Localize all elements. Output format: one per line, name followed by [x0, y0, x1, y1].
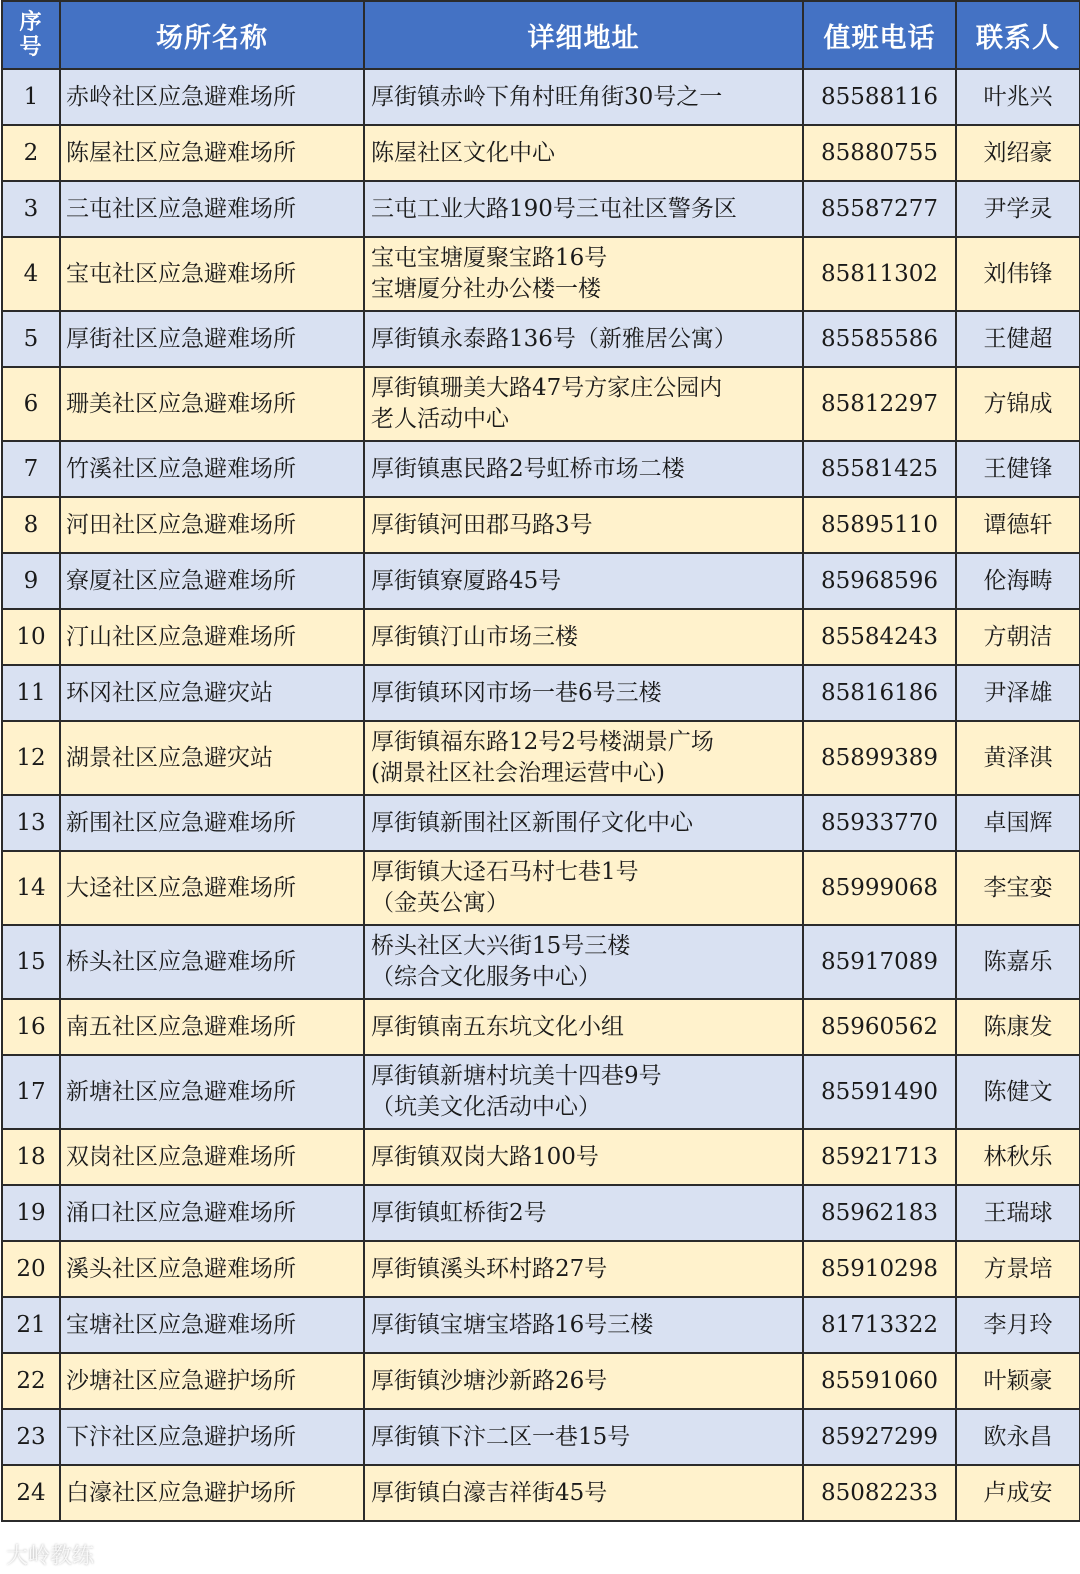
row-number: 19 [2, 1185, 60, 1241]
shelter-address [364, 181, 803, 237]
row-number: 20 [2, 1241, 60, 1297]
address-line: 厚街镇寮厦路45号 [371, 567, 562, 594]
contact-person: 叶兆兴 [956, 69, 1080, 125]
shelter-address [364, 851, 803, 925]
contact-person: 林秋乐 [956, 1129, 1080, 1185]
contact-person: 方朝洁 [956, 609, 1080, 665]
row-number: 3 [2, 181, 60, 237]
shelter-name: 南五社区应急避难场所 [60, 999, 364, 1055]
address-line: 厚街镇珊美大路47号方家庄公园内 [371, 375, 723, 401]
shelter-name: 新塘社区应急避难场所 [60, 1055, 364, 1129]
duty-phone: 85927299 [803, 1409, 956, 1465]
address-line: （综合文化服务中心） [371, 964, 601, 990]
shelter-name: 宝屯社区应急避难场所 [60, 237, 364, 311]
row-number: 21 [2, 1297, 60, 1353]
contact-person: 刘伟锋 [956, 237, 1080, 311]
contact-person: 王健超 [956, 311, 1080, 367]
address-line: 厚街镇下汴二区一巷15号 [371, 1423, 631, 1450]
shelter-name: 河田社区应急避难场所 [60, 497, 364, 553]
row-number: 1 [2, 69, 60, 125]
duty-phone: 85921713 [803, 1129, 956, 1185]
duty-phone: 85082233 [803, 1465, 956, 1521]
address-line: 厚街镇虹桥街2号 [371, 1199, 547, 1226]
shelter-name: 珊美社区应急避难场所 [60, 367, 364, 441]
shelter-address [364, 367, 803, 441]
address-line: 厚街镇环冈市场一巷6号三楼 [371, 679, 662, 706]
shelter-name: 新围社区应急避难场所 [60, 795, 364, 851]
address-line: 宝屯宝塘厦聚宝路16号 [371, 245, 608, 271]
duty-phone: 85999068 [803, 851, 956, 925]
duty-phone: 85962183 [803, 1185, 956, 1241]
shelter-address [364, 1055, 803, 1129]
duty-phone: 85895110 [803, 497, 956, 553]
address-line: 厚街镇河田郡马路3号 [371, 511, 593, 538]
address-line: 厚街镇大迳石马村七巷1号 [371, 859, 639, 885]
shelter-address [364, 553, 803, 609]
row-number: 8 [2, 497, 60, 553]
address-line: 厚街镇南五东坑文化小组 [371, 1013, 624, 1040]
address-line: 陈屋社区文化中心 [371, 139, 555, 166]
duty-phone: 85585586 [803, 311, 956, 367]
row-number: 18 [2, 1129, 60, 1185]
table-row [2, 125, 1080, 181]
shelter-name: 陈屋社区应急避难场所 [60, 125, 364, 181]
shelter-address [364, 1297, 803, 1353]
row-number: 23 [2, 1409, 60, 1465]
duty-phone: 85933770 [803, 795, 956, 851]
address-line: 厚街镇白濠吉祥街45号 [371, 1479, 608, 1506]
shelter-address [364, 609, 803, 665]
shelter-name: 白濠社区应急避护场所 [60, 1465, 364, 1521]
row-number: 9 [2, 553, 60, 609]
shelter-name: 下汴社区应急避护场所 [60, 1409, 364, 1465]
row-number: 6 [2, 367, 60, 441]
row-number: 17 [2, 1055, 60, 1129]
address-line: 三屯工业大路190号三屯社区警务区 [371, 195, 737, 222]
row-number: 2 [2, 125, 60, 181]
row-number: 24 [2, 1465, 60, 1521]
shelter-address [364, 1353, 803, 1409]
contact-person: 欧永昌 [956, 1409, 1080, 1465]
duty-phone: 85816186 [803, 665, 956, 721]
duty-phone: 85917089 [803, 925, 956, 999]
shelter-name: 宝塘社区应急避难场所 [60, 1297, 364, 1353]
shelter-address [364, 1241, 803, 1297]
row-number: 5 [2, 311, 60, 367]
duty-phone: 85591060 [803, 1353, 956, 1409]
duty-phone: 85899389 [803, 721, 956, 795]
shelter-address [364, 1465, 803, 1521]
contact-person: 王健锋 [956, 441, 1080, 497]
table-row [2, 1297, 1080, 1353]
table-row [2, 553, 1080, 609]
watermark: 大岭教练 [6, 1544, 95, 1569]
shelter-address [364, 311, 803, 367]
address-line: 厚街镇赤岭下角村旺角街30号之一 [371, 83, 723, 110]
shelter-name: 赤岭社区应急避难场所 [60, 69, 364, 125]
table-row [2, 665, 1080, 721]
row-number: 14 [2, 851, 60, 925]
duty-phone: 85812297 [803, 367, 956, 441]
address-line: 厚街镇新塘村坑美十四巷9号 [371, 1063, 662, 1089]
shelter-name: 环冈社区应急避灾站 [60, 665, 364, 721]
duty-phone: 85811302 [803, 237, 956, 311]
table-row [2, 1241, 1080, 1297]
address-line: 厚街镇双岗大路100号 [371, 1143, 599, 1170]
duty-phone: 85588116 [803, 69, 956, 125]
shelter-name: 厚街社区应急避难场所 [60, 311, 364, 367]
shelter-name: 大迳社区应急避难场所 [60, 851, 364, 925]
table-row [2, 721, 1080, 795]
contact-person: 李月玲 [956, 1297, 1080, 1353]
table-row [2, 999, 1080, 1055]
table-row [2, 1185, 1080, 1241]
row-number: 7 [2, 441, 60, 497]
row-number: 10 [2, 609, 60, 665]
row-number: 4 [2, 237, 60, 311]
contact-person: 尹泽雄 [956, 665, 1080, 721]
address-line: 厚街镇惠民路2号虹桥市场二楼 [371, 455, 685, 482]
contact-person: 刘绍豪 [956, 125, 1080, 181]
address-line: 厚街镇沙塘沙新路26号 [371, 1367, 608, 1394]
duty-phone: 85587277 [803, 181, 956, 237]
duty-phone: 85591490 [803, 1055, 956, 1129]
address-line: 宝塘厦分社办公楼一楼 [371, 276, 601, 302]
shelter-address [364, 69, 803, 125]
shelter-table [1, 0, 1080, 1522]
contact-person: 李宝娈 [956, 851, 1080, 925]
shelter-name: 桥头社区应急避难场所 [60, 925, 364, 999]
contact-person: 方锦成 [956, 367, 1080, 441]
table-row [2, 1409, 1080, 1465]
contact-person: 谭德轩 [956, 497, 1080, 553]
shelter-address [364, 441, 803, 497]
row-number: 12 [2, 721, 60, 795]
shelter-name: 汀山社区应急避难场所 [60, 609, 364, 665]
row-number: 22 [2, 1353, 60, 1409]
table-row [2, 1055, 1080, 1129]
table-row [2, 367, 1080, 441]
address-line: 厚街镇新围社区新围仔文化中心 [371, 809, 693, 836]
contact-person: 黄泽淇 [956, 721, 1080, 795]
contact-person: 伦海畴 [956, 553, 1080, 609]
shelter-address [364, 1409, 803, 1465]
shelter-address [364, 125, 803, 181]
table-body [2, 69, 1080, 1521]
table-row [2, 851, 1080, 925]
row-number: 16 [2, 999, 60, 1055]
header-contact: 联系人 [956, 1, 1080, 69]
shelter-name: 涌口社区应急避难场所 [60, 1185, 364, 1241]
header-row [2, 1, 1080, 69]
address-line: 厚街镇宝塘宝塔路16号三楼 [371, 1311, 654, 1338]
shelter-name: 竹溪社区应急避难场所 [60, 441, 364, 497]
address-line: (湖景社区社会治理运营中心) [371, 760, 665, 786]
shelter-address [364, 1129, 803, 1185]
shelter-name: 湖景社区应急避灾站 [60, 721, 364, 795]
shelter-address [364, 665, 803, 721]
contact-person: 方景培 [956, 1241, 1080, 1297]
contact-person: 叶颖豪 [956, 1353, 1080, 1409]
shelter-name: 寮厦社区应急避难场所 [60, 553, 364, 609]
header-address: 详细地址 [364, 1, 803, 69]
table-row [2, 237, 1080, 311]
shelter-name: 三屯社区应急避难场所 [60, 181, 364, 237]
address-line: 桥头社区大兴街15号三楼 [371, 933, 631, 959]
shelter-address [364, 795, 803, 851]
address-line: 老人活动中心 [371, 406, 509, 432]
duty-phone: 85584243 [803, 609, 956, 665]
shelter-name: 沙塘社区应急避护场所 [60, 1353, 364, 1409]
contact-person: 卓国辉 [956, 795, 1080, 851]
duty-phone: 85968596 [803, 553, 956, 609]
header-seq [2, 1, 60, 69]
shelter-address [364, 497, 803, 553]
shelter-address [364, 925, 803, 999]
row-number: 13 [2, 795, 60, 851]
table-row [2, 795, 1080, 851]
row-number: 11 [2, 665, 60, 721]
address-line: 厚街镇福东路12号2号楼湖景广场 [371, 729, 714, 755]
table-header [2, 1, 1080, 69]
address-line: （金英公寓） [371, 890, 509, 916]
row-number: 15 [2, 925, 60, 999]
table-row [2, 609, 1080, 665]
contact-person: 王瑞球 [956, 1185, 1080, 1241]
contact-person: 陈康发 [956, 999, 1080, 1055]
table-row [2, 69, 1080, 125]
shelter-address [364, 999, 803, 1055]
contact-person: 尹学灵 [956, 181, 1080, 237]
table-row [2, 925, 1080, 999]
contact-person: 陈嘉乐 [956, 925, 1080, 999]
shelter-address [364, 1185, 803, 1241]
table-row [2, 1129, 1080, 1185]
duty-phone: 81713322 [803, 1297, 956, 1353]
duty-phone: 85960562 [803, 999, 956, 1055]
table-row [2, 497, 1080, 553]
shelter-address [364, 721, 803, 795]
contact-person: 陈健文 [956, 1055, 1080, 1129]
table-row [2, 1465, 1080, 1521]
header-name: 场所名称 [60, 1, 364, 69]
shelter-address [364, 237, 803, 311]
header-seq-label: 序 号 [19, 10, 43, 60]
duty-phone: 85880755 [803, 125, 956, 181]
table-row [2, 441, 1080, 497]
table-row [2, 311, 1080, 367]
duty-phone: 85581425 [803, 441, 956, 497]
table-row [2, 1353, 1080, 1409]
shelter-name: 溪头社区应急避难场所 [60, 1241, 364, 1297]
header-phone: 值班电话 [803, 1, 956, 69]
address-line: 厚街镇溪头环村路27号 [371, 1255, 608, 1282]
table-row [2, 181, 1080, 237]
address-line: （坑美文化活动中心） [371, 1094, 601, 1120]
duty-phone: 85910298 [803, 1241, 956, 1297]
shelter-name: 双岗社区应急避难场所 [60, 1129, 364, 1185]
address-line: 厚街镇汀山市场三楼 [371, 623, 578, 650]
address-line: 厚街镇永泰路136号（新雅居公寓） [371, 325, 737, 352]
contact-person: 卢成安 [956, 1465, 1080, 1521]
